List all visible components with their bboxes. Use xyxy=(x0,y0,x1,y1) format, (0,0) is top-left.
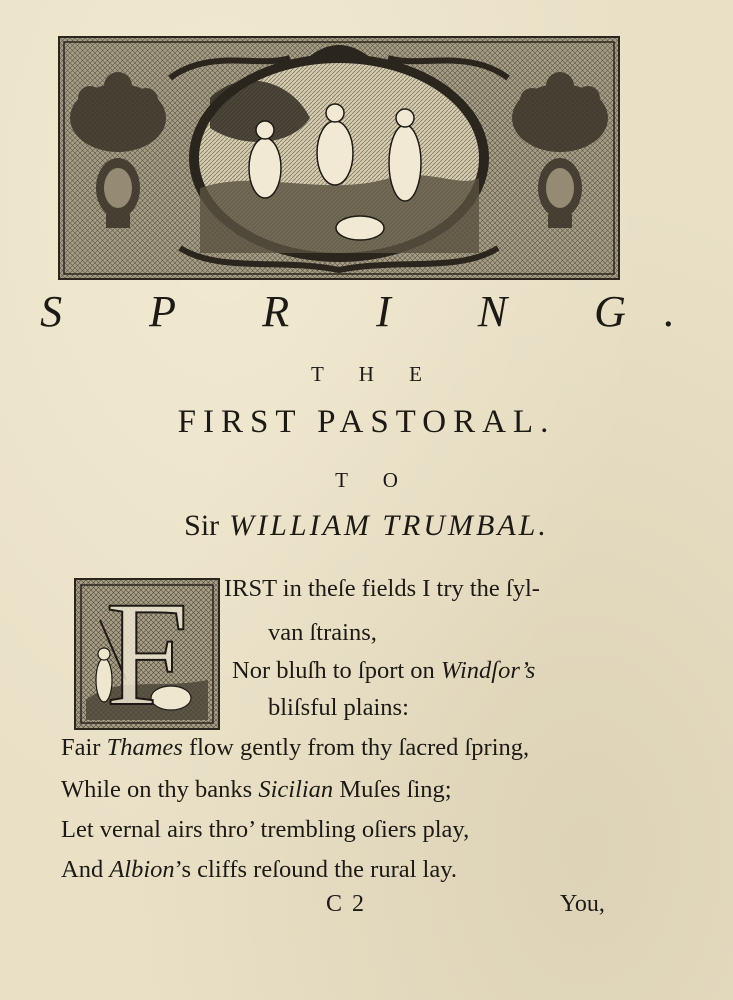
dedicatee-name: WILLIAM TRUMBAL. xyxy=(229,509,549,542)
subtitle-pastoral: FIRST PASTORAL. xyxy=(177,404,556,440)
verse-line-6-end: Muſes ſing; xyxy=(339,776,452,803)
verse-line-7: Let vernal airs thro’ trembling oſiers play, xyxy=(61,816,470,843)
drop-cap-engraving xyxy=(74,578,220,730)
subtitle-the: T H E xyxy=(311,362,437,386)
signature-mark: C 2 xyxy=(326,891,367,917)
verse-line-5-start: Fair xyxy=(61,734,101,761)
verse-line-8 xyxy=(61,856,457,884)
verse-line-2: van ſtrains, xyxy=(268,619,377,646)
verse-line-3-start: Nor bluſh to ſport on xyxy=(232,657,435,684)
subtitle-to: T O xyxy=(335,468,413,492)
catchword: You, xyxy=(560,891,605,917)
verse-line-3 xyxy=(232,657,535,685)
verse-line-4: bliſsful plains: xyxy=(268,694,409,721)
verse-line-1: IRST in theſe fields I try the ſyl- xyxy=(224,575,540,602)
dedicatee xyxy=(0,509,733,543)
verse-line-3-place: Windſor’s xyxy=(440,657,536,684)
verse-line-8-start: And xyxy=(61,856,104,883)
verse-line-6-start: While on thy banks xyxy=(61,776,253,803)
verse-line-8-end: ’s cliffs reſound the rural lay. xyxy=(174,856,458,883)
dedicatee-prefix: Sir xyxy=(184,509,220,542)
verse-line-5-river: Thames xyxy=(106,734,183,761)
verse-line-5 xyxy=(61,734,529,762)
verse-line-5-end: flow gently from thy ſacred ſpring, xyxy=(188,734,530,761)
verse-line-6-place: Sicilian xyxy=(258,776,334,803)
drop-cap-letter: F xyxy=(105,578,189,730)
verse-line-8-place: Albion xyxy=(109,856,175,883)
headpiece-engraving xyxy=(58,36,620,280)
poem-title: S P R I N G. xyxy=(40,287,713,336)
verse-line-6 xyxy=(61,776,452,804)
